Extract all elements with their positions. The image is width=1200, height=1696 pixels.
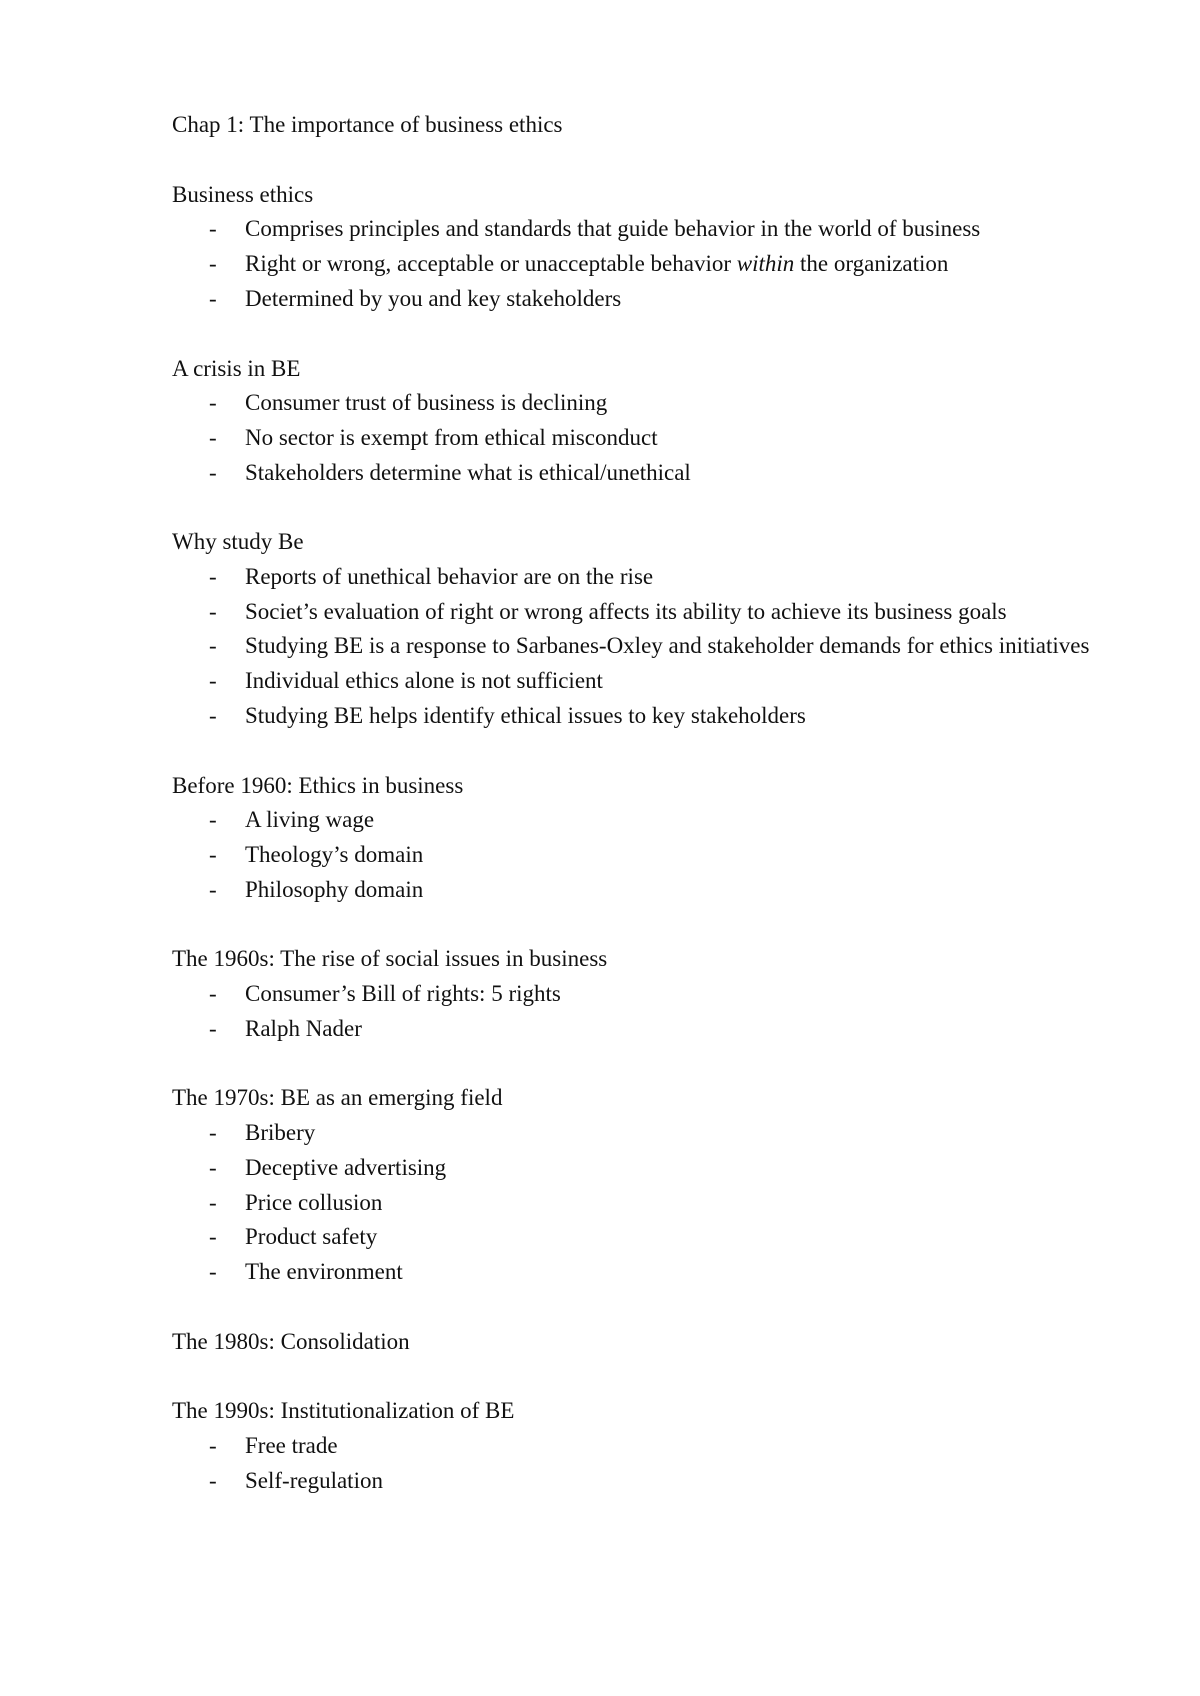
list-item xyxy=(172,664,1132,699)
section xyxy=(172,352,1132,491)
section-heading: The 1970s: BE as an emerging field xyxy=(172,1085,503,1111)
list-item xyxy=(172,1012,1132,1047)
list-item-text: Self-regulation xyxy=(245,1467,383,1493)
section-heading: Business ethics xyxy=(172,181,314,207)
list-item-text: Right or wrong, acceptable or unacceptable behavior xyxy=(245,251,737,277)
list-item xyxy=(172,699,1132,734)
section xyxy=(172,1325,1132,1360)
list-item xyxy=(172,386,1132,421)
bullet-dash: - xyxy=(209,1120,217,1146)
bullet-dash: - xyxy=(209,424,217,450)
list-item-text: Individual ethics alone is not sufficient xyxy=(245,668,603,694)
list-item xyxy=(172,1151,1132,1186)
list-item-text: Philosophy domain xyxy=(245,876,424,902)
list-item xyxy=(172,212,1132,247)
section-heading: The 1990s: Institutionalization of BE xyxy=(172,1398,515,1424)
bullet-list xyxy=(172,977,1132,1046)
list-item xyxy=(172,1255,1132,1290)
document-sections xyxy=(172,178,1132,1499)
bullet-dash: - xyxy=(209,841,217,867)
bullet-dash: - xyxy=(209,807,217,833)
list-item-text: Theology’s domain xyxy=(245,841,424,867)
bullet-dash: - xyxy=(209,876,217,902)
list-item-text: Ralph Nader xyxy=(245,1015,362,1041)
list-item-text: A living wage xyxy=(245,807,375,833)
section-heading: Before 1960: Ethics in business xyxy=(172,772,464,798)
list-item-text: Deceptive advertising xyxy=(245,1154,447,1180)
bullet-dash: - xyxy=(209,633,217,659)
bullet-list xyxy=(172,212,1132,316)
section-heading: Why study Be xyxy=(172,529,304,555)
section xyxy=(172,769,1132,908)
list-item-text: No sector is exempt from ethical misconduct xyxy=(245,424,658,450)
list-item-text: Comprises principles and standards that guide behavior in the world of business xyxy=(245,216,981,242)
list-item-text: The environment xyxy=(245,1258,403,1284)
bullet-dash: - xyxy=(209,1015,217,1041)
bullet-list xyxy=(172,803,1132,907)
bullet-list xyxy=(172,560,1132,734)
list-item-emphasis: within xyxy=(736,251,795,277)
list-item xyxy=(172,456,1132,491)
bullet-dash: - xyxy=(209,1189,217,1215)
list-item-text: Studying BE is a response to Sarbanes-Oxley and stakeholder demands for ethics initiatives xyxy=(245,633,1090,659)
list-item xyxy=(172,560,1132,595)
list-item-text: Studying BE helps identify ethical issues to key stakeholders xyxy=(245,702,806,728)
bullet-list xyxy=(172,386,1132,490)
section xyxy=(172,178,1132,317)
list-item xyxy=(172,838,1132,873)
bullet-dash: - xyxy=(209,564,217,590)
section-heading: A crisis in BE xyxy=(172,355,301,381)
bullet-dash: - xyxy=(209,1258,217,1284)
list-item xyxy=(172,803,1132,838)
bullet-dash: - xyxy=(209,598,217,624)
list-item xyxy=(172,873,1132,908)
list-item xyxy=(172,1186,1132,1221)
list-item xyxy=(172,247,1132,282)
bullet-dash: - xyxy=(209,1154,217,1180)
bullet-dash: - xyxy=(209,251,217,277)
section xyxy=(172,942,1132,1046)
section xyxy=(172,1081,1132,1289)
list-item-text: Consumer trust of business is declining xyxy=(245,390,608,416)
list-item xyxy=(172,282,1132,317)
section-heading: The 1960s: The rise of social issues in business xyxy=(172,946,608,972)
document-page xyxy=(172,108,1132,1534)
list-item xyxy=(172,1220,1132,1255)
bullet-dash: - xyxy=(209,1467,217,1493)
bullet-dash: - xyxy=(209,390,217,416)
list-item-text: Consumer’s Bill of rights: 5 rights xyxy=(245,981,561,1007)
bullet-dash: - xyxy=(209,459,217,485)
section-heading: The 1980s: Consolidation xyxy=(172,1328,410,1354)
bullet-dash: - xyxy=(209,1224,217,1250)
list-item-text: Determined by you and key stakeholders xyxy=(245,285,622,311)
list-item xyxy=(172,977,1132,1012)
bullet-list xyxy=(172,1429,1132,1498)
list-item-text: Stakeholders determine what is ethical/unethical xyxy=(245,459,691,485)
list-item-text: Product safety xyxy=(245,1224,378,1250)
list-item xyxy=(172,1429,1132,1464)
section xyxy=(172,1394,1132,1498)
list-item-text: Free trade xyxy=(245,1433,338,1459)
bullet-dash: - xyxy=(209,668,217,694)
list-item xyxy=(172,1464,1132,1499)
list-item-text: Price collusion xyxy=(245,1189,383,1215)
bullet-dash: - xyxy=(209,216,217,242)
list-item xyxy=(172,595,1132,630)
list-item-text: Societ’s evaluation of right or wrong affects its ability to achieve its business goals xyxy=(245,598,1007,624)
list-item-text: Bribery xyxy=(245,1120,316,1146)
bullet-dash: - xyxy=(209,1433,217,1459)
section xyxy=(172,525,1132,733)
bullet-dash: - xyxy=(209,981,217,1007)
list-item-text: the organization xyxy=(794,251,949,277)
bullet-list xyxy=(172,1116,1132,1290)
list-item xyxy=(172,1116,1132,1151)
document-title: Chap 1: The importance of business ethics xyxy=(172,112,563,137)
list-item xyxy=(172,421,1132,456)
list-item-text: Reports of unethical behavior are on the rise xyxy=(245,564,654,590)
bullet-dash: - xyxy=(209,285,217,311)
list-item xyxy=(172,629,1132,664)
bullet-dash: - xyxy=(209,702,217,728)
